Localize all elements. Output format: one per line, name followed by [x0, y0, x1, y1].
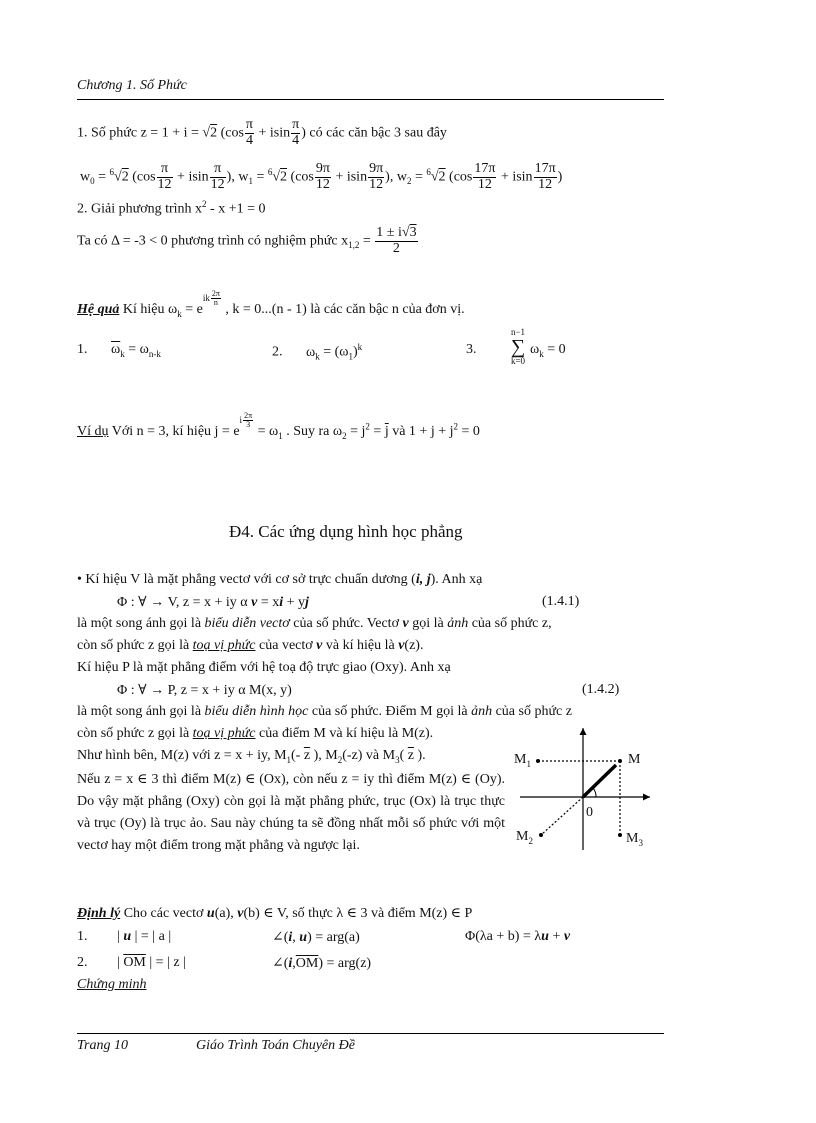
header-rule	[77, 99, 664, 100]
point-m	[618, 759, 622, 763]
point-m1	[536, 759, 540, 763]
paragraph-2: là một song ánh gọi là biểu diễn vectơ của số phức. Vectơ v gọi là ảnh của số phức z,	[77, 616, 552, 631]
paragraph-4: Kí hiệu P là mặt phẳng điểm với hệ toạ độ trực giao (Oxy). Anh xạ	[77, 660, 451, 675]
theorem-row-1-b: ∠(i, u) = arg(a)	[272, 930, 360, 945]
corollary-item-3-expr: $\omega_k = 0$	[530, 342, 566, 359]
paragraph-5: là một song ánh gọi là biểu diễn hình học của số phức. Điểm M gọi là ảnh của số phức z	[77, 704, 572, 719]
paragraph-6: còn số phức z gọi là toạ vị phức của điểm M và kí hiệu là M(z).	[77, 726, 434, 741]
corollary-title: Hệ quả	[77, 301, 120, 317]
theorem-row-1-c: Φ(λa + b) = λu + v	[465, 929, 571, 944]
example-2-line: 2. Giải phương trình $x^2 - x +1 = 0$	[77, 199, 266, 217]
label-m2: $M_2$	[516, 829, 533, 846]
map-1: Φ : ∀ → V, z = x + iy α v = xi + yj	[117, 595, 309, 610]
corollary-line: Hệ quả Kí hiệu $\omega_k$ = eik $\frac{2\pi}{n}$ , k = 0...(n - 1) là các căn bậc n của đơn vị.	[77, 289, 465, 319]
footer-page: Trang 10	[77, 1038, 128, 1053]
theorem-row-2-a: | $\overline{OM}$ | = | z |	[117, 955, 186, 970]
footer-book: Giáo Trình Toán Chuyên Đề	[196, 1038, 355, 1053]
complex-plane-figure	[508, 725, 658, 855]
example-1-line: 1. Số phức z = 1 + i = √2 (cos $\frac{\pi}{4}$ + isin $\frac{\pi}{4}$ ) có các căn bậc 3 sau đây	[77, 117, 447, 148]
chapter-header: Chương 1. Số Phức	[77, 78, 187, 93]
cube-roots-line: $w_0 = ^6√2$ (cos $\frac{\pi}{12}$ + isin $\frac{\pi}{12}$ ), $w_1 = ^6√2$ (cos $\frac{9\pi}{12}$ + isin $\frac{9\pi}{12}$ ), $w_2 = ^6√2$ (cos $\frac{17\pi}{12}$ + isin $\frac{17\pi}{12}$ )	[80, 161, 563, 192]
paragraph-8: Nếu z = x ∈ 3 thì điểm M(z) ∈ (Ox), còn nếu z = iy thì điểm M(z) ∈ (Oy). Do vậy mặt phẳng (Oxy) còn gọi là mặt phẳng phức, trục (Ox) là trục thực và trục (Oy) là trục ảo. Sau này chúng ta sẽ đồng nhất mỗi số phức với một vectơ hay một điểm trong mặt phẳng và ngược lại.	[77, 772, 505, 853]
section-title: Đ4. Các ứng dụng hình học phẳng	[229, 522, 463, 541]
example-title: Ví dụ	[77, 423, 109, 439]
vector-om	[583, 765, 616, 797]
theorem-row-2-num: 2.	[77, 955, 88, 970]
paragraph-1: • Kí hiệu V là mặt phẳng vectơ với cơ sở trực chuẩn dương (i, j). Anh xạ	[77, 572, 483, 587]
corollary-item-3: 3.	[466, 342, 477, 357]
label-m1: $M_1$	[514, 752, 531, 769]
point-m2	[539, 833, 543, 837]
dashed-diagonal	[541, 797, 583, 835]
map-1-number: (1.4.1)	[542, 594, 580, 609]
theorem-row-2-b: $\angle(i,\overline{OM}) = arg(z)$	[272, 956, 372, 971]
proof-label: Chứng minh	[77, 977, 147, 992]
label-m3: $M_3$	[626, 831, 643, 848]
corollary-item-1: 1. $\overline{\omega}_k = \omega_{n-k}$	[77, 342, 161, 359]
label-origin: 0	[586, 805, 593, 820]
example-line: Ví dụ Với n = 3, kí hiệu j = ei $\frac{2\pi}{3}$ = $\omega_1$ . Suy ra $\omega_2 = j^2 = \overline{j}$ và $1 + j + j^2 = 0$	[77, 411, 480, 441]
label-m: M	[628, 752, 641, 767]
theorem-row-1-num: 1.	[77, 929, 88, 944]
map-2-number: (1.4.2)	[582, 682, 620, 697]
theorem-line: Định lý Cho các vectơ u(a), v(b) ∈ V, số thực λ ∈ 3 và điểm M(z) ∈ P	[77, 906, 473, 921]
theorem-title: Định lý	[77, 906, 121, 921]
footer-rule	[77, 1033, 664, 1034]
delta-line: Ta có Δ = -3 < 0 phương trình có nghiệm phức $x_{1,2}$ = $\frac{1 \pm i√3}{2}$	[77, 225, 417, 256]
theorem-row-1-a: | u | = | a |	[117, 929, 172, 944]
map-2: Φ : ∀ → P, z = x + iy α M(x, y)	[117, 683, 292, 698]
paragraph-3: còn số phức z gọi là toạ vị phức của vectơ v và kí hiệu là v(z).	[77, 638, 424, 653]
paragraph-7: Như hình bên, M(z) với z = x + iy, $M_1(-$ $\overline{z}$ ), $M_2(-z)$ và $M_3$( $\overline{z}$ ).	[77, 748, 426, 765]
corollary-item-2: 2. $\omega_k = (\omega_1)^k$	[272, 342, 363, 362]
sum-symbol: n−1 ∑ k=0	[510, 327, 526, 366]
angle-arc	[593, 788, 596, 797]
point-m3	[618, 833, 622, 837]
